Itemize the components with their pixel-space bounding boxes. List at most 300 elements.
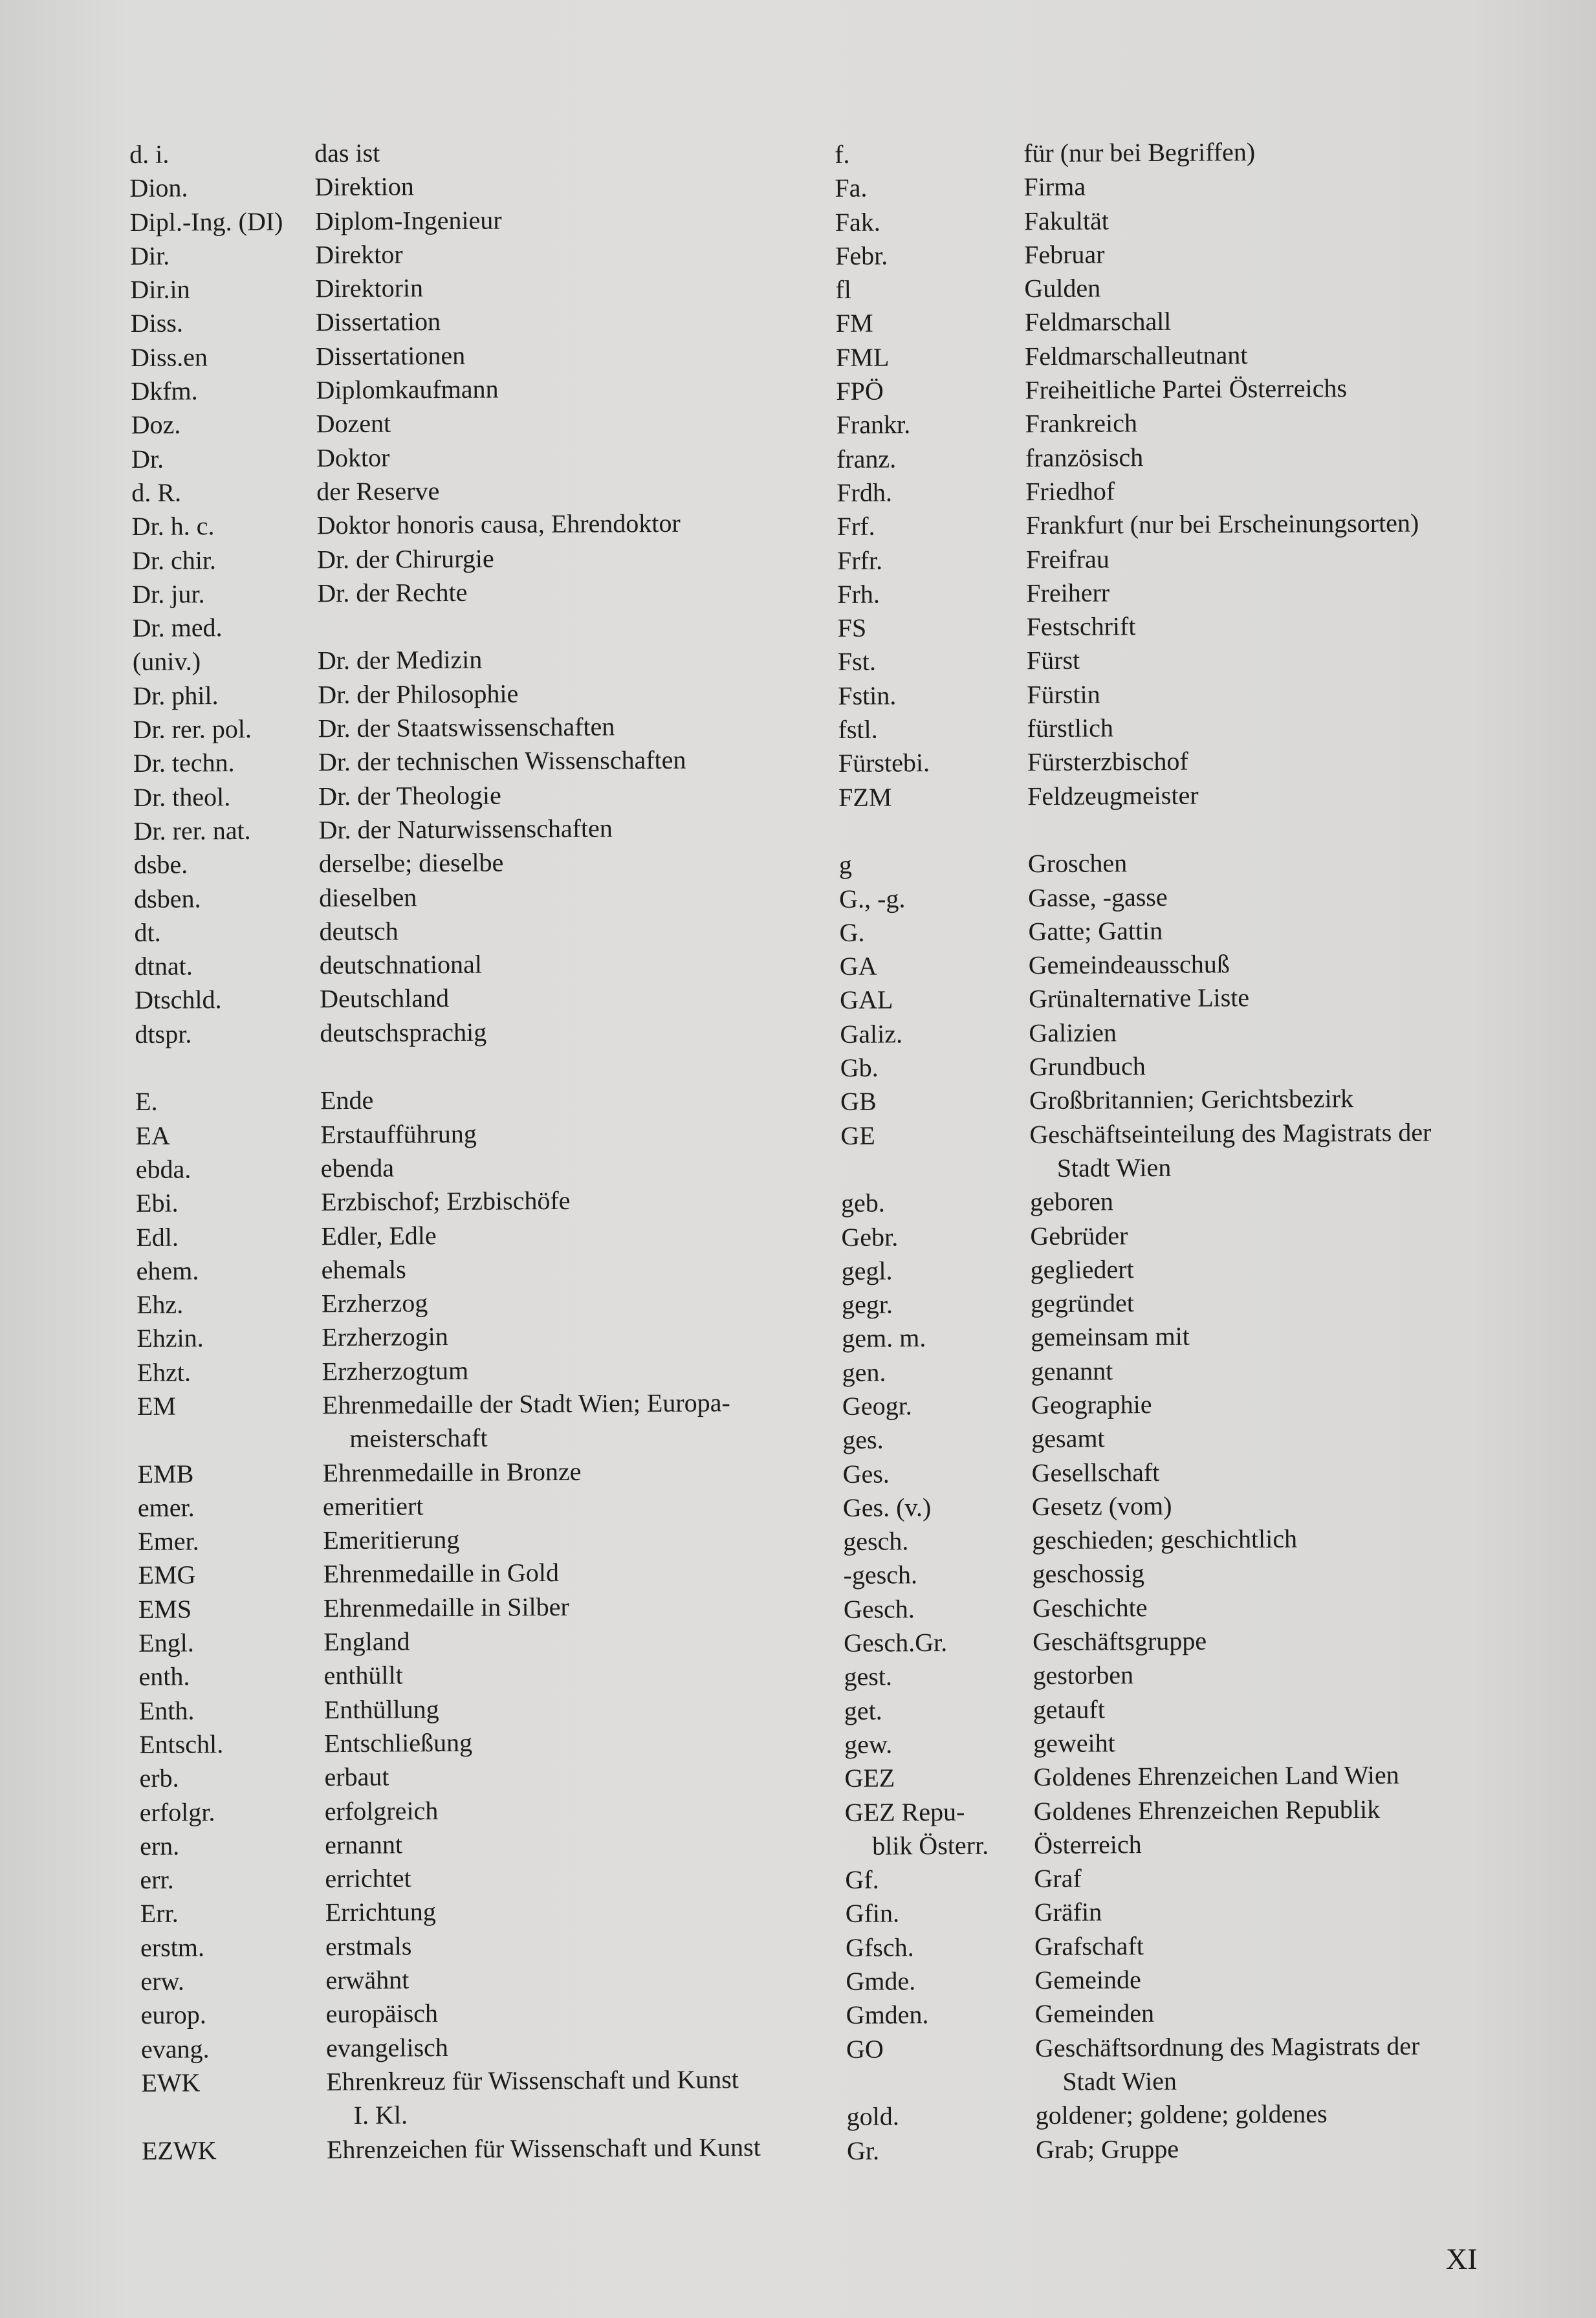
abbreviation-entry (836, 472, 1496, 510)
abbreviation-term: Dir. (129, 241, 170, 270)
abbreviation-entry (843, 1555, 1503, 1593)
abbreviation-expansion: goldener; goldene; goldenes (1035, 2099, 1328, 2130)
abbreviation-expansion: Gemeinden (1034, 1998, 1155, 2029)
abbreviation-column-left (129, 134, 821, 2168)
abbreviation-expansion: Gesellschaft (1031, 1457, 1160, 1487)
abbreviation-entry (132, 540, 811, 578)
abbreviation-entry (844, 1623, 1503, 1661)
abbreviation-term: evang. (140, 2033, 210, 2064)
abbreviation-entry (129, 168, 809, 206)
abbreviation-expansion: Geschäftsgruppe (1033, 1626, 1207, 1657)
abbreviation-expansion: Februar (1023, 239, 1105, 270)
abbreviation-entry (840, 1115, 1501, 1186)
abbreviation-term: dt. (134, 917, 161, 947)
abbreviation-expansion: Ehrenzeichen für Wissenschaft und Kunst (326, 2132, 761, 2164)
abbreviation-expansion: Ehrenmedaille in Silber (323, 1591, 569, 1623)
abbreviation-term: Fak. (835, 207, 880, 237)
abbreviation-entry (844, 1588, 1503, 1626)
abbreviation-expansion: Direktion (314, 171, 414, 202)
abbreviation-expansion: Direktorin (315, 273, 424, 303)
abbreviation-entry (132, 506, 811, 544)
abbreviation-expansion: Gemeinde (1034, 1965, 1141, 1995)
abbreviation-expansion: getauft (1033, 1694, 1106, 1724)
abbreviation-entry (847, 2096, 1507, 2134)
abbreviation-expansion: Dr. der technischen Wissenschaften (318, 745, 686, 777)
abbreviation-entry (136, 1183, 815, 1221)
abbreviation-expansion: Dissertation (315, 307, 441, 337)
abbreviation-entry (136, 1216, 815, 1254)
abbreviation-expansion: Edler, Edle (321, 1220, 437, 1251)
abbreviation-term: Ges. (v.) (842, 1492, 932, 1522)
abbreviation-entry (843, 1521, 1503, 1559)
abbreviation-entry (142, 2130, 821, 2168)
abbreviation-expansion: Erzherzogin (322, 1322, 448, 1352)
abbreviation-entry (847, 2130, 1507, 2168)
abbreviation-entry (140, 1825, 819, 1863)
abbreviation-entry (842, 1351, 1502, 1390)
abbreviation-entry (836, 404, 1496, 443)
abbreviation-entry (131, 371, 810, 409)
blank-line (838, 811, 1498, 849)
abbreviation-expansion: Galizien (1029, 1018, 1117, 1047)
abbreviation-expansion: Grab; Gruppe (1035, 2134, 1179, 2164)
abbreviation-expansion: geboren (1029, 1186, 1114, 1217)
abbreviation-expansion: Freiherr (1026, 578, 1110, 608)
abbreviation-entry (836, 438, 1496, 476)
abbreviation-entry (138, 1656, 818, 1694)
abbreviation-entry (841, 1216, 1501, 1254)
abbreviation-entry (140, 1961, 820, 1999)
abbreviation-entry (839, 844, 1499, 882)
abbreviation-expansion: Fürstin (1027, 679, 1100, 709)
abbreviation-entry (133, 743, 813, 781)
abbreviation-expansion: Geographie (1031, 1390, 1152, 1420)
abbreviation-expansion: Feldmarschall (1024, 307, 1172, 337)
abbreviation-expansion: Dr. der Chirurgie (316, 543, 494, 574)
blank-line (135, 1047, 814, 1086)
abbreviation-term: gegl. (841, 1256, 893, 1285)
abbreviation-expansion: errichtet (325, 1863, 411, 1894)
abbreviation-term: Ehzin. (137, 1323, 204, 1353)
abbreviation-expansion: derselbe; dieselbe (318, 847, 504, 879)
abbreviation-expansion: Dr. der Medizin (317, 645, 483, 675)
abbreviation-expansion: erwähnt (325, 1965, 410, 1995)
abbreviation-term: Galiz. (840, 1019, 903, 1049)
abbreviation-term: gold. (846, 2101, 899, 2132)
abbreviation-entry (138, 1521, 817, 1559)
abbreviation-expansion: Errichtung (325, 1897, 436, 1927)
abbreviation-entry (842, 1318, 1502, 1356)
abbreviation-entry (846, 1961, 1505, 1999)
abbreviation-entry (140, 1927, 820, 1965)
abbreviation-entry (137, 1453, 816, 1491)
abbreviation-expansion: geschossig (1032, 1558, 1145, 1589)
abbreviation-expansion: gegründet (1030, 1288, 1135, 1318)
abbreviation-entry (846, 1995, 1506, 2033)
abbreviation-expansion: Graf (1034, 1863, 1082, 1894)
abbreviation-entry (843, 1487, 1503, 1525)
abbreviation-entry (141, 1995, 820, 2033)
abbreviation-entry (835, 269, 1495, 307)
abbreviation-entry (842, 1453, 1502, 1491)
abbreviation-entry (131, 404, 811, 443)
abbreviation-term: GEZ Repu- (844, 1797, 965, 1827)
abbreviation-entry (840, 1047, 1500, 1086)
abbreviation-expansion: das ist (314, 138, 380, 168)
abbreviation-expansion: Erzherzog (321, 1288, 428, 1318)
abbreviation-expansion: deutschnational (319, 949, 482, 980)
abbreviation-entry (133, 776, 813, 815)
abbreviation-term: dsben. (134, 883, 201, 913)
abbreviation-term: geb. (840, 1188, 885, 1218)
abbreviation-entry (837, 540, 1497, 578)
abbreviation-term: gesch. (843, 1526, 909, 1557)
abbreviation-entry (131, 336, 810, 375)
abbreviation-expansion: Dissertationen (315, 340, 466, 371)
abbreviation-term: Ehzt. (137, 1357, 191, 1387)
abbreviation-expansion: Erzbischof; Erzbischöfe (320, 1186, 571, 1217)
abbreviation-expansion: enthüllt (323, 1660, 403, 1690)
abbreviation-expansion: geschieden; geschichtlich (1032, 1524, 1298, 1555)
abbreviation-expansion: Grafschaft (1034, 1930, 1144, 1961)
abbreviation-term: Gf. (845, 1864, 879, 1895)
abbreviation-column-right (835, 134, 1507, 2168)
abbreviation-term: Fstin. (838, 681, 897, 710)
abbreviation-expansion: Gräfin (1034, 1897, 1102, 1927)
abbreviation-term: Dr. (131, 444, 164, 474)
abbreviation-term: Dkfm. (131, 376, 198, 406)
abbreviation-term: emer. (137, 1492, 195, 1522)
abbreviation-entry (842, 1386, 1502, 1424)
abbreviation-expansion: Dr. der Staatswissenschaften (318, 712, 615, 743)
abbreviation-entry (132, 607, 811, 646)
abbreviation-entry (837, 506, 1497, 544)
abbreviation-entry (140, 1859, 819, 1897)
abbreviation-term: get. (844, 1696, 882, 1725)
abbreviation-entry (840, 1081, 1500, 1119)
abbreviation-entry (135, 946, 814, 984)
abbreviation-entry (844, 1758, 1504, 1796)
abbreviation-term: Dr. rer. pol. (133, 714, 252, 745)
abbreviation-term: Frfr. (836, 545, 883, 575)
abbreviation-expansion: Doktor (316, 443, 390, 472)
abbreviation-expansion: gegliedert (1030, 1254, 1134, 1284)
abbreviation-expansion: französisch (1025, 442, 1144, 472)
abbreviation-entry (140, 1791, 819, 1830)
abbreviation-expansion: Gesetz (vom) (1031, 1491, 1172, 1522)
abbreviation-expansion: Groschen (1027, 848, 1128, 879)
abbreviation-term: Ebi. (135, 1188, 179, 1218)
abbreviation-term: Gebr. (841, 1221, 899, 1252)
abbreviation-term: Gesch. (843, 1594, 915, 1624)
abbreviation-term: Entschl. (139, 1729, 224, 1759)
abbreviation-expansion: Frankfurt (nur bei Erscheinungsorten) (1025, 508, 1419, 540)
abbreviation-expansion: evangelisch (325, 2032, 448, 2062)
abbreviation-expansion: Doktor honoris causa, Ehrendoktor (316, 508, 681, 540)
abbreviation-expansion: Großbritannien; Gerichtsbezirk (1029, 1084, 1354, 1115)
abbreviation-entry (837, 607, 1497, 646)
abbreviation-expansion: dieselben (319, 882, 417, 912)
abbreviation-entry (135, 979, 814, 1018)
abbreviation-expansion: für (nur bei Begriffen) (1023, 137, 1256, 168)
abbreviation-expansion: Ende (320, 1086, 374, 1115)
abbreviation-term: Dr. theol. (133, 782, 231, 812)
abbreviation-expansion: Feldzeugmeister (1027, 780, 1199, 811)
abbreviation-expansion: gestorben (1033, 1660, 1134, 1690)
abbreviation-entry (130, 269, 809, 307)
abbreviation-term: enth. (138, 1661, 190, 1692)
abbreviation-term: Dr. chir. (131, 545, 217, 575)
abbreviation-entry (132, 573, 811, 611)
abbreviation-expansion: Gasse, -gasse (1028, 882, 1168, 912)
abbreviation-term: Febr. (835, 241, 888, 270)
abbreviation-term: Gfin. (845, 1898, 900, 1929)
abbreviation-entry (141, 2062, 821, 2134)
abbreviation-term: Geogr. (842, 1391, 912, 1421)
abbreviation-expansion: Fürst (1026, 646, 1080, 675)
abbreviation-entry (130, 201, 809, 239)
abbreviation-term: erfolgr. (139, 1797, 215, 1827)
abbreviation-entry (138, 1555, 817, 1593)
abbreviation-term: Dr. techn. (133, 748, 235, 778)
abbreviation-term: ehem. (136, 1256, 199, 1285)
abbreviation-entry (842, 1284, 1502, 1322)
abbreviation-term: GA (839, 951, 877, 981)
abbreviation-term: EA (135, 1121, 170, 1150)
abbreviation-term: Frdh. (836, 477, 893, 507)
abbreviation-expansion: Dr. der Philosophie (318, 679, 519, 709)
abbreviation-expansion: deutschsprachig (320, 1017, 487, 1047)
abbreviation-term: erb. (139, 1763, 179, 1793)
abbreviation-term: dsbe. (133, 849, 188, 880)
abbreviation-term: (univ.) (132, 646, 201, 677)
abbreviation-entry (835, 235, 1495, 274)
abbreviation-expansion: erstmals (325, 1931, 412, 1961)
abbreviation-expansion: Freiheitliche Partei Österreichs (1025, 373, 1348, 405)
abbreviation-expansion: Goldenes Ehrenzeichen Republik (1033, 1794, 1381, 1826)
abbreviation-expansion: Direktor (314, 239, 403, 270)
abbreviation-term: EMS (138, 1594, 192, 1624)
abbreviation-term: GEZ (844, 1763, 895, 1793)
abbreviation-expansion: ebenda (320, 1153, 395, 1183)
abbreviation-expansion: Enthüllung (323, 1694, 439, 1724)
abbreviation-term: Gmden. (846, 2000, 929, 2030)
abbreviation-entry (137, 1250, 816, 1288)
abbreviation-entry (138, 1588, 818, 1626)
abbreviation-term: Dir.in (130, 274, 190, 305)
abbreviation-term: d. i. (129, 139, 169, 169)
abbreviation-expansion: Frankreich (1025, 408, 1138, 439)
abbreviation-expansion: Fürsterzbischof (1027, 747, 1188, 777)
abbreviation-term: gem. m. (842, 1323, 926, 1353)
abbreviation-expansion: England (323, 1626, 410, 1657)
abbreviation-expansion: Österreich (1033, 1829, 1142, 1860)
abbreviation-term: EMB (137, 1459, 194, 1489)
abbreviation-term: Dr. med. (132, 613, 223, 643)
abbreviation-expansion: ernannt (324, 1830, 403, 1860)
abbreviation-expansion (317, 607, 811, 644)
abbreviation-term: g (838, 850, 853, 880)
abbreviation-entry (134, 844, 813, 882)
abbreviation-term: Emer. (138, 1526, 199, 1557)
abbreviation-term: ern. (139, 1831, 180, 1861)
abbreviation-entry (840, 979, 1500, 1018)
abbreviation-term: Doz. (131, 410, 181, 440)
abbreviation-term: Fst. (837, 647, 877, 677)
abbreviation-term: ges. (842, 1425, 884, 1455)
abbreviation-term: franz. (836, 444, 897, 474)
abbreviation-expansion: Geschichte (1032, 1592, 1148, 1623)
abbreviation-entry (846, 1927, 1505, 1965)
abbreviation-expansion: Stadt Wien (1062, 2066, 1177, 2096)
abbreviation-term: FML (835, 342, 890, 372)
abbreviation-entry (131, 472, 811, 510)
abbreviation-entry (842, 1251, 1502, 1289)
abbreviation-entry (836, 303, 1496, 341)
abbreviation-term: Gfsch. (845, 1932, 914, 1962)
abbreviation-term: Frh. (837, 579, 880, 609)
abbreviation-term: GB (840, 1086, 877, 1117)
abbreviation-term: G., -g. (839, 883, 906, 913)
abbreviation-term: -gesch. (843, 1560, 918, 1590)
abbreviation-entry (137, 1386, 817, 1458)
abbreviation-expansion: Gatte; Gattin (1028, 915, 1163, 946)
abbreviation-entry (842, 1419, 1502, 1458)
abbreviation-expansion: Grundbuch (1029, 1051, 1146, 1082)
abbreviation-expansion: Deutschland (319, 983, 450, 1014)
abbreviation-entry (135, 1115, 814, 1153)
abbreviation-entry (141, 2028, 820, 2066)
abbreviation-entry (137, 1318, 816, 1356)
abbreviation-entry (835, 168, 1494, 206)
abbreviation-entry (839, 912, 1499, 950)
abbreviation-entry (835, 201, 1495, 239)
abbreviation-entry (139, 1690, 818, 1728)
abbreviation-entry (134, 912, 813, 950)
abbreviation-term: EM (137, 1391, 177, 1421)
abbreviation-entry (138, 1487, 817, 1525)
abbreviation-expansion: Erstaufführung (320, 1119, 477, 1149)
abbreviation-entry (134, 878, 813, 916)
abbreviation-expansion: Erzherzogtum (322, 1355, 469, 1386)
abbreviation-entry (837, 574, 1497, 612)
abbreviation-expansion: Grünalternative Liste (1028, 983, 1250, 1014)
abbreviation-expansion: Feldmarschalleutnant (1024, 340, 1248, 371)
abbreviation-expansion: Freifrau (1025, 543, 1110, 574)
abbreviation-expansion: erfolgreich (324, 1795, 439, 1826)
abbreviation-expansion: Ehrenmedaille in Bronze (322, 1456, 582, 1487)
abbreviation-expansion: Entschließung (324, 1727, 473, 1758)
abbreviation-entry (133, 811, 813, 849)
abbreviation-entry (133, 675, 812, 713)
abbreviation-entry (137, 1351, 816, 1390)
abbreviation-term: Gmde. (846, 1966, 916, 1996)
abbreviation-term: G. (839, 917, 865, 947)
abbreviation-expansion: Dr. der Naturwissenschaften (318, 813, 613, 845)
abbreviation-entry (838, 641, 1498, 679)
abbreviation-expansion: Dozent (316, 408, 391, 439)
abbreviation-term: Engl. (138, 1628, 194, 1658)
abbreviation-expansion: I. Kl. (353, 2100, 408, 2130)
abbreviation-term: dtspr. (135, 1019, 192, 1049)
abbreviation-term: FM (835, 309, 873, 338)
abbreviation-term: f. (835, 139, 850, 169)
abbreviation-expansion: Ehrenmedaille der Stadt Wien; Europa- (322, 1388, 730, 1420)
abbreviation-expansion: Goldenes Ehrenzeichen Land Wien (1033, 1760, 1399, 1792)
abbreviation-term: ebda. (135, 1154, 191, 1184)
abbreviation-term: FS (837, 613, 867, 643)
abbreviation-term: FZM (838, 782, 892, 812)
abbreviation-term: GAL (840, 985, 893, 1015)
abbreviation-term: Frankr. (836, 410, 911, 440)
abbreviation-entry (137, 1284, 816, 1322)
abbreviation-term: Dr. h. c. (131, 511, 215, 541)
abbreviation-expansion: Geschäftsordnung des Magistrats der (1034, 2031, 1420, 2062)
abbreviation-term: Ges. (842, 1459, 890, 1489)
abbreviation-entry (140, 1893, 820, 1931)
abbreviation-term: Diss.en (130, 342, 208, 372)
abbreviation-entry (845, 1791, 1505, 1830)
abbreviation-entry (139, 1758, 818, 1796)
abbreviation-expansion: gesamt (1031, 1423, 1105, 1454)
abbreviation-term: Dion. (129, 173, 188, 203)
abbreviation-expansion: Festschrift (1026, 611, 1136, 642)
abbreviation-entry (841, 1183, 1501, 1221)
abbreviation-entry (839, 878, 1499, 916)
abbreviation-term: Ehz. (136, 1289, 184, 1320)
abbreviation-term: Frf. (836, 511, 875, 541)
abbreviation-term: Dtschld. (135, 985, 222, 1015)
abbreviation-expansion: geweiht (1033, 1728, 1115, 1758)
abbreviation-entry (131, 303, 810, 341)
abbreviation-term: erw. (140, 1966, 184, 1996)
page-number: XI (1446, 2242, 1478, 2275)
abbreviation-term: EZWK (141, 2135, 217, 2165)
abbreviation-expansion: Fakultät (1023, 206, 1110, 235)
abbreviation-entry (836, 337, 1496, 375)
abbreviation-expansion: Ehrenmedaille in Gold (323, 1558, 560, 1589)
abbreviation-entry (838, 776, 1498, 815)
abbreviation-entry (130, 235, 809, 273)
abbreviation-term: GO (846, 2034, 884, 2064)
abbreviation-expansion: der Reserve (316, 476, 440, 507)
abbreviation-term: Fürstebi. (838, 748, 930, 778)
abbreviation-term: Dr. rer. nat. (133, 815, 251, 846)
abbreviation-entry (846, 1893, 1505, 1931)
abbreviation-entry (133, 709, 812, 747)
abbreviation-entry (129, 134, 809, 172)
abbreviation-expansion: Gulden (1024, 273, 1101, 303)
abbreviation-term: Dr. phil. (133, 680, 219, 710)
abbreviation-expansion: deutsch (319, 916, 399, 946)
abbreviation-term: dtnat. (134, 951, 193, 981)
abbreviation-entry (135, 1013, 814, 1051)
abbreviation-entry (835, 134, 1494, 172)
abbreviation-entry (139, 1723, 818, 1762)
abbreviation-expansion: Stadt Wien (1056, 1152, 1172, 1183)
abbreviation-entry (138, 1623, 818, 1661)
abbreviation-entry (135, 1081, 814, 1119)
abbreviation-term: GE (840, 1121, 875, 1150)
abbreviation-expansion: Friedhof (1025, 476, 1115, 507)
abbreviation-term: gest. (844, 1661, 893, 1692)
abbreviation-term: fl (835, 275, 852, 305)
abbreviation-term: Gr. (846, 2136, 880, 2165)
abbreviation-term: gen. (842, 1357, 886, 1387)
abbreviation-term: Diss. (130, 308, 184, 338)
abbreviation-expansion: Diplomkaufmann (316, 374, 499, 405)
abbreviation-term: blik Österr. (871, 1830, 989, 1861)
